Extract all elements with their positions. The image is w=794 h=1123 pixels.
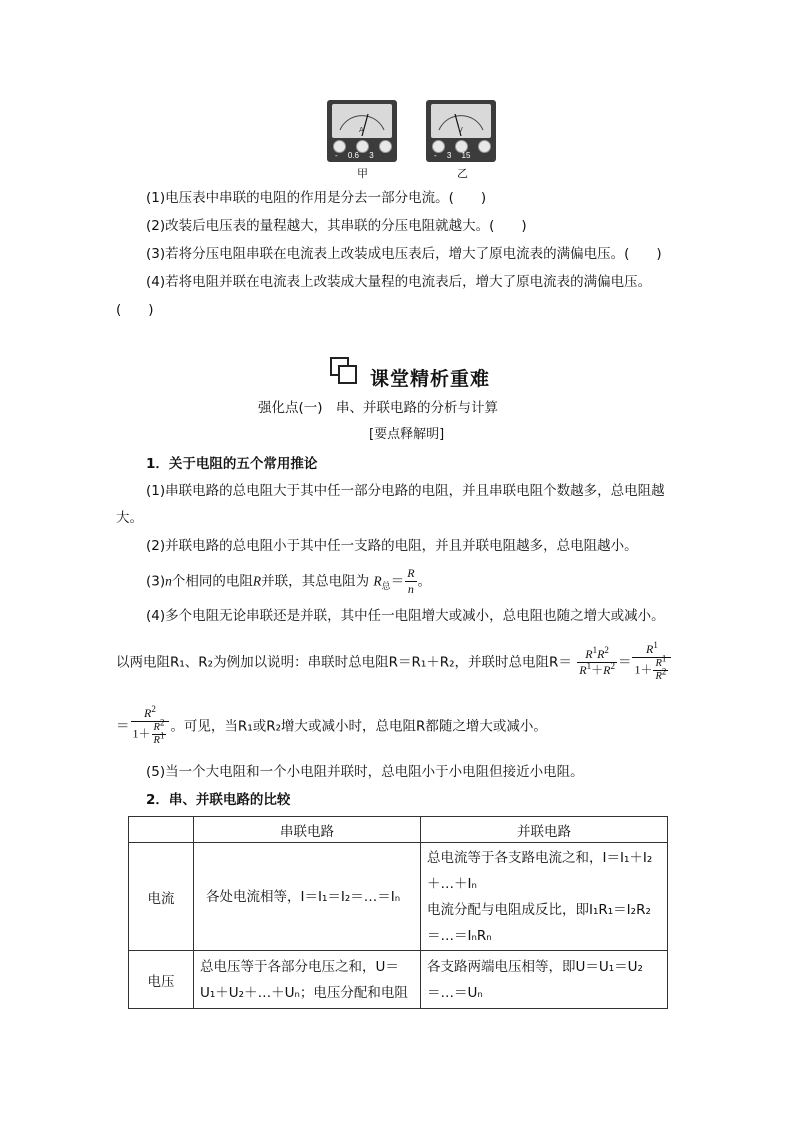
- voltmeter-unit-label: V: [458, 126, 463, 134]
- ammeter-scale: [332, 104, 392, 138]
- point2-heading: 2．串、并联电路的比较: [146, 792, 291, 808]
- parallel-resistance-fraction-2: $R^1$ 1＋ $\frac{R^1}{R^2}$: [632, 642, 671, 683]
- judge-item-4-bracket: ( ): [116, 302, 154, 318]
- parallel-resistance-fraction: $\frac{R^1R^2}{R^1+R^2}$: [579, 645, 615, 677]
- point1-item1-line1: (1)串联电路的总电阻大于其中任一部分电路的电阻，并且串联电阻个数越多，总电阻越: [146, 483, 665, 499]
- series-voltage-line1: 总电压等于各部分电压之和，U＝: [200, 958, 399, 975]
- point1-item3: (3)n个相同的电阻R并联，其总电阻为 $R_总=$ $\frac{R}{n}$ 。: [146, 566, 432, 596]
- row-label-voltage: 电压: [129, 951, 194, 1009]
- section-icon: [329, 356, 359, 386]
- parallel-current-line3: 电流分配与电阻成反比，即I₁R₁＝I₂R₂: [427, 901, 651, 918]
- point1-item2: (2)并联电路的总电阻小于其中任一支路的电阻，并且并联电阻越多，总电阻越小。: [146, 538, 638, 554]
- parallel-voltage-line1: 各支路两端电压相等，即U＝U₁＝U₂: [427, 958, 643, 975]
- comparison-table: [128, 816, 668, 1009]
- parallel-current-cell: [421, 843, 668, 951]
- series-voltage-cell: [194, 951, 421, 1009]
- parallel-current-line4: ＝…＝IₙRₙ: [427, 927, 492, 944]
- series-current-cell: [194, 843, 421, 951]
- table-row: [129, 843, 668, 951]
- section-title: 课堂精析重难: [370, 368, 491, 390]
- voltmeter-figure: [426, 100, 496, 162]
- point1-heading: 1．关于电阻的五个常用推论: [146, 456, 318, 472]
- voltmeter-terminal-labels: - 3 15: [434, 151, 471, 160]
- parallel-resistance-fraction-3: $R^2$ 1＋ $\frac{R^2}{R^1}$: [131, 706, 170, 747]
- voltmeter-caption: 乙: [457, 167, 468, 180]
- table-corner-cell: [129, 817, 194, 843]
- judge-item-1: (1)电压表中串联的电阻的作用是分去一部分电流。( ): [146, 190, 487, 206]
- judge-item-3: (3)若将分压电阻串联在电流表上改装成电压表后，增大了原电流表的满偏电压。( ): [146, 246, 662, 262]
- table-row: [129, 951, 668, 1009]
- section-subtitle: 强化点(一) 串、并联电路的分析与计算: [258, 400, 499, 416]
- series-current-text: 各处电流相等，I＝I₁＝I₂＝…＝Iₙ: [206, 888, 401, 905]
- ammeter-figure: [327, 100, 397, 162]
- fraction-r-over-n: $\frac{R}{n}$: [407, 566, 415, 596]
- ammeter-caption: 甲: [357, 167, 368, 180]
- parallel-current-line1: 总电流等于各支路电流之和，I＝I₁＋I₂: [427, 849, 653, 866]
- voltmeter-scale: [431, 104, 491, 138]
- point1-item1-line2: 大。: [116, 510, 143, 526]
- section-tag: [要点释解明]: [369, 427, 445, 442]
- row-label-current: 电流: [129, 843, 194, 951]
- parallel-voltage-cell: [421, 951, 668, 1009]
- parallel-current-line2: ＋…＋Iₙ: [427, 875, 477, 892]
- table-header-row: [129, 817, 668, 843]
- header-series: 串联电路: [194, 817, 421, 843]
- ammeter-terminal-labels: - 0.6 3: [335, 151, 374, 160]
- point1-item4-line1: (4)多个电阻无论串联还是并联，其中任一电阻增大或减小，总电阻也随之增大或减小。: [146, 608, 665, 624]
- judge-item-2: (2)改装后电压表的量程越大，其串联的分压电阻就越大。( ): [146, 218, 527, 234]
- judge-item-4: (4)若将电阻并联在电流表上改装成大量程的电流表后，增大了原电流表的满偏电压。: [146, 274, 652, 290]
- series-voltage-line2: U₁＋U₂＋…＋Uₙ；电压分配和电阻: [200, 984, 408, 1001]
- ammeter-dial: [332, 104, 392, 138]
- parallel-voltage-line2: ＝…＝Uₙ: [427, 984, 483, 1001]
- point1-item4-line3: ＝ $R^2$ 1＋ $\frac{R^2}{R^1}$ 。可见，当R₁或R₂增大或减小时，总电阻R都随之增大或减小。: [116, 704, 547, 746]
- point1-item4-line2: 以两电阻R₁、R₂为例加以说明：串联时总电阻R＝R₁＋R₂，并联时总电阻R＝ $\frac{R^1R^2}{R^1+R^2}$ ＝ $R^1$ 1＋ $\frac{R^1}{R^2}$: [116, 642, 672, 683]
- header-parallel: 并联电路: [421, 817, 668, 843]
- ammeter-unit-label: A: [359, 126, 364, 134]
- point1-item5: (5)当一个大电阻和一个小电阻并联时，总电阻小于小电阻但接近小电阻。: [146, 764, 584, 780]
- voltmeter-dial: [431, 104, 491, 138]
